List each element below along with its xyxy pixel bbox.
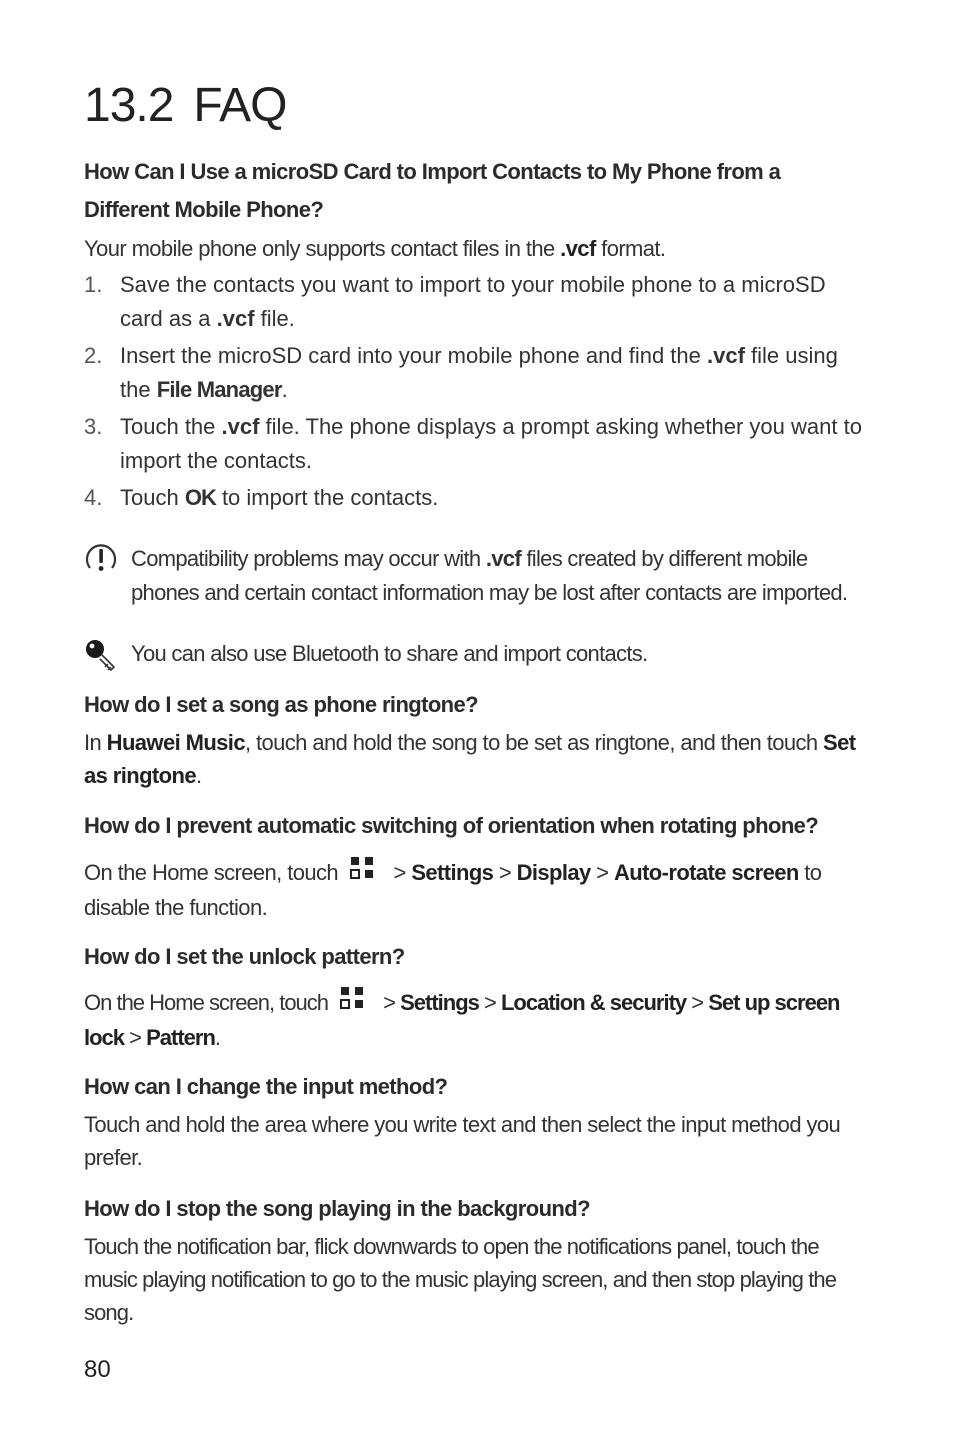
- question-line-1: How Can I Use a microSD Card to Import Contacts to My Phone from a: [84, 159, 781, 184]
- menu-path: Location & security: [500, 990, 687, 1015]
- step-text: Touch the: [120, 414, 222, 439]
- page-number: 80: [84, 1356, 111, 1383]
- faq-answer-intro: [84, 232, 874, 265]
- question-line-2: Different Mobile Phone?: [84, 197, 324, 222]
- list-item: [84, 481, 874, 515]
- import-steps-list: [84, 268, 874, 518]
- menu-path: Display: [516, 860, 591, 885]
- answer-text: In: [84, 730, 107, 755]
- application-grid-icon: [340, 986, 366, 1019]
- step-text: file.: [254, 306, 295, 331]
- section-title: FAQ: [193, 79, 287, 132]
- answer-text: .: [214, 1024, 221, 1050]
- step-text: file. The phone displays a prompt asking whether you want to import the contacts.: [120, 414, 862, 473]
- vcf-term: .vcf: [485, 546, 521, 571]
- step-text: Insert the microSD card into your mobile phone and find the: [120, 343, 707, 368]
- step-bold: File Manager: [156, 377, 282, 402]
- step-number: 2.: [84, 343, 103, 368]
- faq-answer-input-method: Touch and hold the area where you write text and then select the input method you prefer.: [84, 1112, 841, 1170]
- section-number: 13.2: [84, 79, 174, 132]
- intro-text-end: format.: [595, 236, 666, 261]
- menu-path: Set up screen lock: [84, 990, 840, 1050]
- faq-question-ringtone: How do I set a song as phone ringtone?: [84, 692, 478, 717]
- answer-text: On the Home screen, touch: [84, 860, 339, 885]
- step-bold: .vcf: [221, 414, 260, 439]
- separator: >: [686, 990, 709, 1015]
- step-text: Touch: [120, 485, 185, 510]
- list-item: [84, 410, 874, 478]
- vcf-term: .vcf: [560, 236, 596, 261]
- warning-text: Compatibility problems may occur with: [131, 546, 486, 571]
- faq-question-orientation: How do I prevent automatic switching of orientation when rotating phone?: [84, 813, 819, 838]
- separator: >: [124, 1024, 147, 1050]
- step-number: 3.: [84, 414, 103, 439]
- step-bold: .vcf: [707, 343, 745, 368]
- separator: >: [478, 990, 501, 1015]
- list-item: [84, 268, 874, 336]
- faq-answer-stop-song: Touch the notification bar, flick downwards to open the notifications panel, touch the music playing notification to go to the music playing screen, and then stop playing the song.: [84, 1234, 837, 1325]
- step-text: .: [281, 377, 288, 402]
- faq-question-unlock: How do I set the unlock pattern?: [84, 944, 405, 969]
- option-name: Set as ringtone: [84, 730, 856, 788]
- step-bold: OK: [184, 485, 216, 510]
- menu-path: Auto-rotate screen: [613, 860, 799, 885]
- separator: >: [590, 860, 614, 885]
- separator: >: [493, 860, 517, 885]
- answer-text: On the Home screen, touch: [84, 990, 329, 1015]
- intro-text: Your mobile phone only supports contact files in the: [84, 236, 561, 261]
- caution-icon: [84, 542, 118, 581]
- menu-path: Pattern: [146, 1024, 215, 1050]
- tip-icon: [84, 637, 120, 678]
- faq-question-microsd: [84, 153, 874, 229]
- step-text: to import the contacts.: [215, 485, 439, 510]
- step-number: 1.: [84, 272, 103, 297]
- tip-text: You can also use Bluetooth to share and import contacts.: [131, 641, 648, 666]
- application-grid-icon: [350, 856, 376, 889]
- section-heading: [84, 78, 286, 133]
- step-text: file using the: [120, 343, 838, 402]
- faq-answer-unlock: [84, 986, 874, 1054]
- app-name: Huawei Music: [106, 730, 245, 755]
- step-number: 4.: [84, 485, 103, 510]
- faq-answer-orientation: [84, 856, 874, 924]
- menu-path: Settings: [400, 990, 479, 1015]
- answer-text: , touch and hold the song to be set as ringtone, and then touch: [244, 730, 824, 755]
- step-bold: .vcf: [216, 306, 255, 331]
- faq-answer-ringtone: [84, 726, 874, 792]
- separator: >: [378, 990, 401, 1015]
- separator: >: [388, 860, 412, 885]
- answer-text: to disable the function.: [84, 860, 822, 920]
- faq-question-input-method: How can I change the input method?: [84, 1074, 448, 1099]
- step-text: Save the contacts you want to import to your mobile phone to a microSD card as a: [120, 272, 826, 331]
- warning-text-end: files created by different mobile phones and certain contact information may be lost after contacts are imported.: [131, 546, 848, 605]
- answer-text: .: [195, 763, 202, 788]
- faq-question-stop-song: How do I stop the song playing in the background?: [84, 1196, 590, 1221]
- menu-path: Settings: [411, 860, 494, 885]
- list-item: [84, 339, 874, 407]
